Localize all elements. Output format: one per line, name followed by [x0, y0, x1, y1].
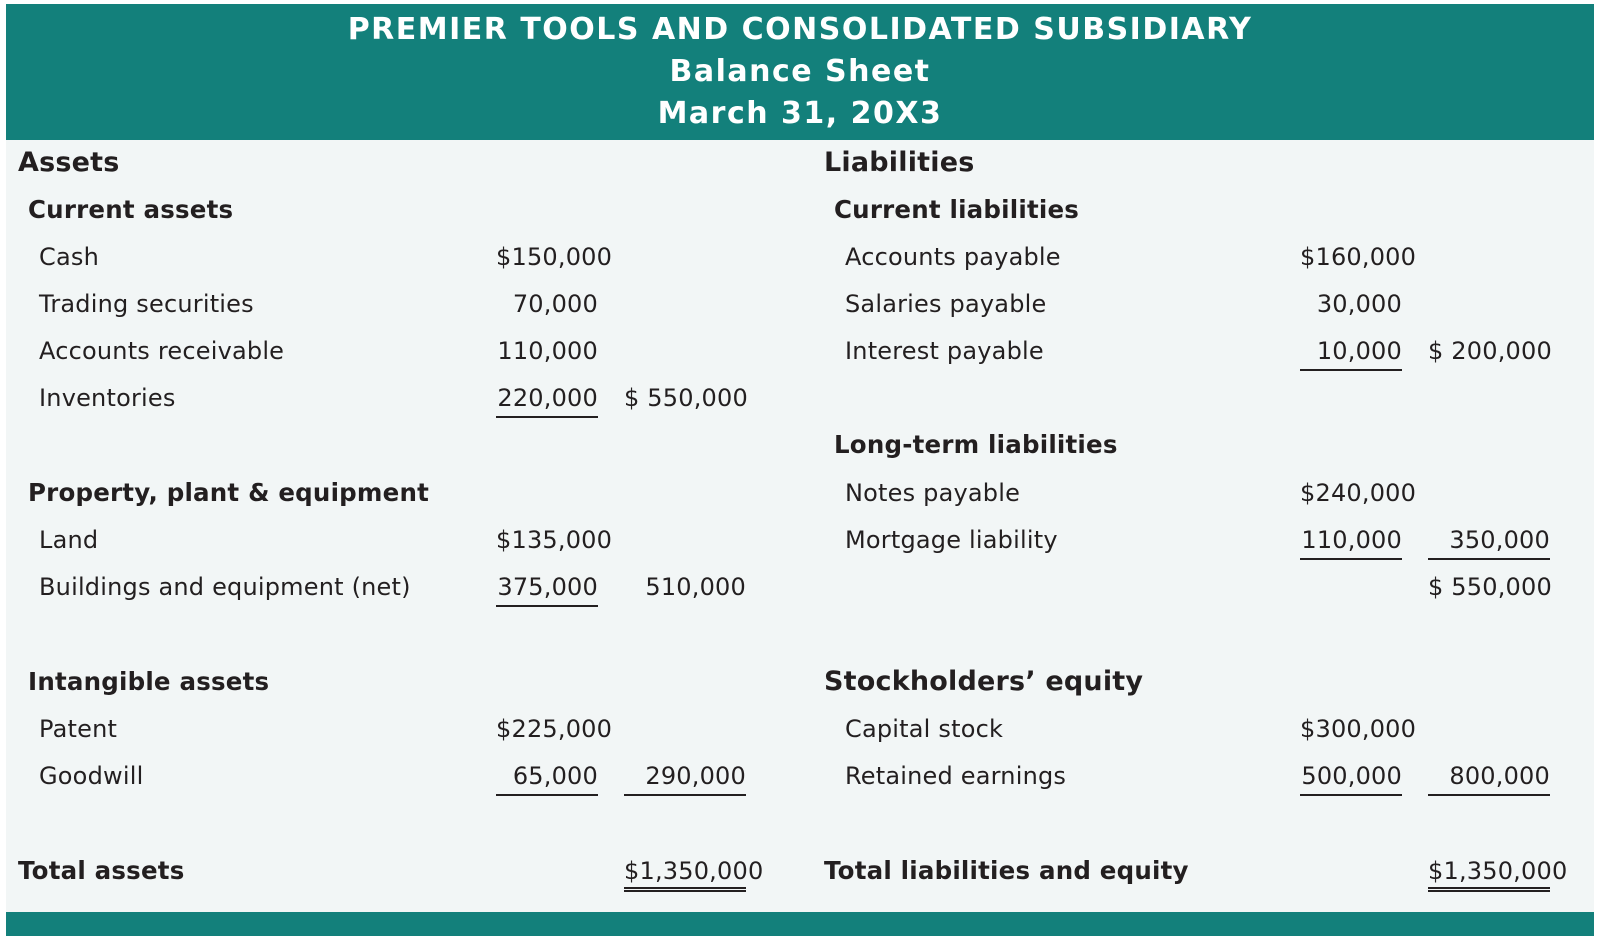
long-term-liability-amount: $240,000	[1300, 479, 1417, 507]
current-liability-label: Interest payable	[845, 337, 1044, 365]
footer-bar	[6, 912, 1594, 936]
ppe-total: 510,000	[645, 573, 746, 601]
current-asset-amount: 110,000	[497, 337, 598, 365]
ppe-heading: Property, plant & equipment	[28, 478, 430, 507]
intangible-label: Goodwill	[39, 762, 144, 790]
current-asset-label: Inventories	[39, 384, 176, 412]
current-asset-amount: $150,000	[496, 243, 613, 271]
current-liability-amount: $160,000	[1300, 243, 1417, 271]
ppe-label: Land	[39, 526, 99, 554]
intangible-amount: 65,000	[496, 761, 598, 796]
equity-amount: $300,000	[1300, 715, 1417, 743]
total-assets-label: Total assets	[18, 856, 185, 885]
equity-label: Capital stock	[845, 715, 1004, 743]
current-asset-amount: 70,000	[512, 290, 598, 318]
long-term-liabilities-heading: Long-term liabilities	[834, 430, 1118, 459]
equity-amount: 500,000	[1300, 761, 1402, 796]
equity-label: Retained earnings	[845, 762, 1067, 790]
ppe-amount: $135,000	[496, 526, 613, 554]
current-liability-label: Salaries payable	[845, 290, 1047, 318]
equity-heading: Stockholders’ equity	[824, 666, 1144, 697]
ppe-label: Buildings and equipment (net)	[39, 573, 411, 601]
current-assets-heading: Current assets	[28, 195, 234, 224]
ppe-amount: 375,000	[496, 572, 598, 607]
company-name: PREMIER TOOLS AND CONSOLIDATED SUBSIDIARY	[347, 12, 1253, 47]
current-liability-label: Accounts payable	[845, 243, 1061, 271]
current-asset-label: Accounts receivable	[39, 337, 285, 365]
current-liability-amount: 10,000	[1300, 336, 1402, 371]
current-assets-total: $ 550,000	[624, 384, 748, 412]
current-liabilities-heading: Current liabilities	[834, 195, 1080, 224]
statement-date: March 31, 20X3	[657, 96, 943, 131]
total-liabilities-equity-amount: $1,350,000	[1428, 856, 1550, 892]
assets-heading: Assets	[18, 147, 120, 178]
liabilities-heading: Liabilities	[824, 147, 975, 178]
long-term-liabilities-total: 350,000	[1428, 525, 1550, 560]
long-term-liability-label: Notes payable	[845, 479, 1021, 507]
intangible-heading: Intangible assets	[28, 667, 270, 696]
total-liabilities: $ 550,000	[1428, 573, 1552, 601]
long-term-liability-amount: 110,000	[1300, 525, 1402, 560]
intangible-amount: $225,000	[496, 715, 613, 743]
statement-title: Balance Sheet	[669, 54, 931, 89]
long-term-liability-label: Mortgage liability	[845, 526, 1058, 554]
total-assets-amount: $1,350,000	[624, 856, 746, 892]
current-asset-amount: 220,000	[496, 383, 598, 418]
current-asset-label: Trading securities	[39, 290, 254, 318]
current-liability-amount: 30,000	[1316, 290, 1402, 318]
intangible-total: 290,000	[624, 761, 746, 796]
total-liabilities-equity-label: Total liabilities and equity	[824, 856, 1189, 885]
current-asset-label: Cash	[39, 243, 99, 271]
intangible-label: Patent	[39, 715, 118, 743]
equity-total: 800,000	[1428, 761, 1550, 796]
statement-header	[6, 4, 1594, 140]
current-liabilities-total: $ 200,000	[1428, 337, 1552, 365]
